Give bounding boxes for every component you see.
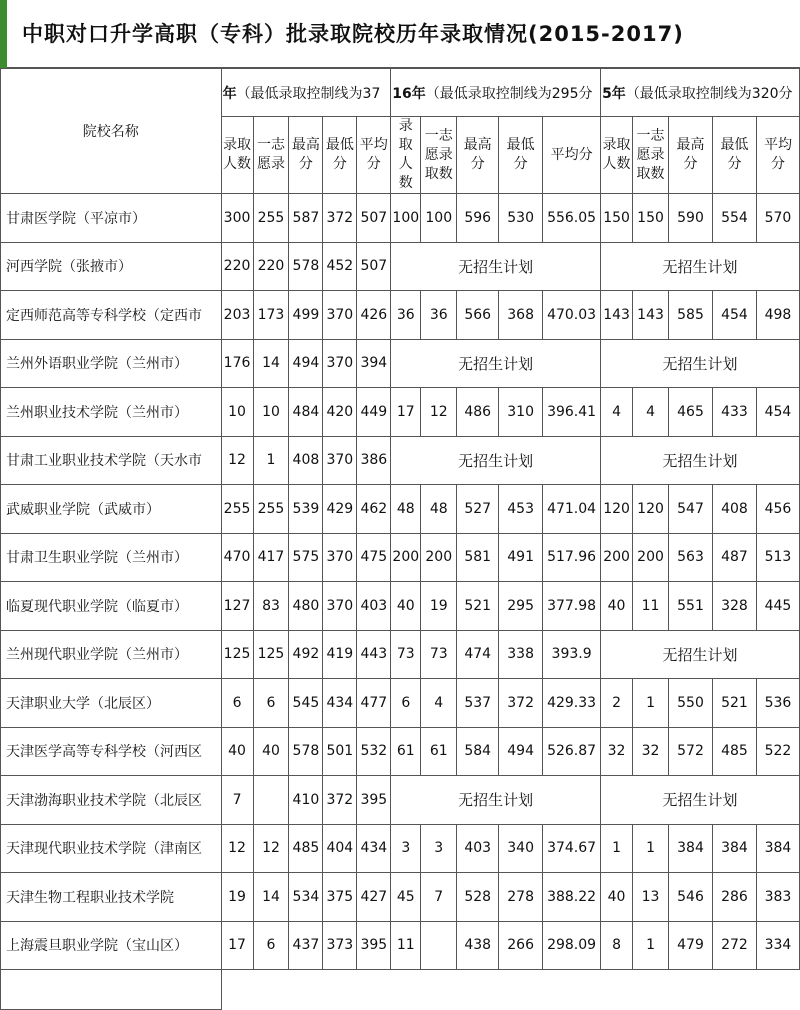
value-cell-y2015-4: 395 <box>357 921 391 970</box>
value-cell-y2016-1 <box>421 921 457 970</box>
value-cell-y2017-4: 383 <box>756 873 799 922</box>
value-cell-y2016-3: 295 <box>499 582 543 631</box>
value-cell-y2016-4: 374.67 <box>543 824 601 873</box>
value-cell-y2015-3: 370 <box>323 291 357 340</box>
value-cell-y2015-0: 220 <box>221 242 253 291</box>
value-cell-y2017-3: 521 <box>712 679 756 728</box>
value-cell-y2016-0: 36 <box>391 291 421 340</box>
value-cell-y2016-4: 388.22 <box>543 873 601 922</box>
value-cell-y2017-2: 546 <box>669 873 713 922</box>
school-name: 天津生物工程职业技术学院 <box>1 873 222 922</box>
value-cell-y2015-2: 499 <box>289 291 323 340</box>
value-cell-y2015-3: 372 <box>323 194 357 243</box>
value-cell-y2016-4: 298.09 <box>543 921 601 970</box>
value-cell-y2017-4: 570 <box>756 194 799 243</box>
value-cell-y2015-0: 255 <box>221 485 253 534</box>
value-cell-y2016-2: 474 <box>457 630 499 679</box>
value-cell-y2016-1: 19 <box>421 582 457 631</box>
value-cell-y2016-4: 556.05 <box>543 194 601 243</box>
metric-header-y2016-0: 录取人数 <box>391 117 421 194</box>
no-plan-cell: 无招生计划 <box>601 242 800 291</box>
value-cell-y2017-0: 200 <box>601 533 633 582</box>
value-cell-y2015-2: 485 <box>289 824 323 873</box>
table-row <box>1 242 800 291</box>
value-cell-y2015-1: 14 <box>253 873 289 922</box>
school-column-header: 院校名称 <box>1 69 222 194</box>
value-cell-y2016-1: 7 <box>421 873 457 922</box>
value-cell-y2015-2: 492 <box>289 630 323 679</box>
value-cell-y2017-3: 384 <box>712 824 756 873</box>
value-cell-y2016-2: 537 <box>457 679 499 728</box>
value-cell-y2015-4: 443 <box>357 630 391 679</box>
value-cell-y2017-3: 554 <box>712 194 756 243</box>
value-cell-y2016-4: 393.9 <box>543 630 601 679</box>
table-row <box>1 679 800 728</box>
value-cell-y2015-1: 173 <box>253 291 289 340</box>
value-cell-y2015-3: 429 <box>323 485 357 534</box>
value-cell-y2016-0: 45 <box>391 873 421 922</box>
table-row <box>1 485 800 534</box>
value-cell-y2015-4: 532 <box>357 727 391 776</box>
school-name: 甘肃工业职业技术学院（天水市 <box>1 436 222 485</box>
value-cell-y2015-0: 470 <box>221 533 253 582</box>
school-name: 定西师范高等专科学校（定西市 <box>1 291 222 340</box>
value-cell-y2017-2: 479 <box>669 921 713 970</box>
value-cell-y2017-2: 585 <box>669 291 713 340</box>
value-cell-y2015-4: 449 <box>357 388 391 437</box>
value-cell-y2015-2: 437 <box>289 921 323 970</box>
value-cell-y2015-1: 14 <box>253 339 289 388</box>
value-cell-y2015-4: 462 <box>357 485 391 534</box>
school-name: 天津职业大学（北辰区） <box>1 679 222 728</box>
value-cell-y2016-4: 471.04 <box>543 485 601 534</box>
value-cell-y2016-4: 396.41 <box>543 388 601 437</box>
value-cell-y2015-3: 452 <box>323 242 357 291</box>
value-cell-y2016-1: 4 <box>421 679 457 728</box>
value-cell-y2017-2: 563 <box>669 533 713 582</box>
value-cell-y2017-1: 1 <box>633 679 669 728</box>
value-cell-y2017-1: 4 <box>633 388 669 437</box>
value-cell-y2016-1: 3 <box>421 824 457 873</box>
no-plan-cell: 无招生计划 <box>391 339 601 388</box>
school-name: 兰州职业技术学院（兰州市） <box>1 388 222 437</box>
value-cell-y2015-3: 419 <box>323 630 357 679</box>
year-2015-header: 年（最低录取控制线为37 <box>221 69 391 117</box>
table-row <box>1 921 800 970</box>
value-cell-y2016-2: 528 <box>457 873 499 922</box>
value-cell-y2017-4: 384 <box>756 824 799 873</box>
value-cell-y2017-1: 1 <box>633 921 669 970</box>
metric-header-y2015-2: 最高分 <box>289 117 323 194</box>
value-cell-y2015-4: 395 <box>357 776 391 825</box>
value-cell-y2016-2: 521 <box>457 582 499 631</box>
empty-row <box>1 970 800 1010</box>
value-cell-y2017-4: 498 <box>756 291 799 340</box>
value-cell-y2016-1: 48 <box>421 485 457 534</box>
value-cell-y2015-0: 19 <box>221 873 253 922</box>
value-cell-y2015-1: 12 <box>253 824 289 873</box>
value-cell-y2016-4: 526.87 <box>543 727 601 776</box>
metric-header-y2015-4: 平均分 <box>357 117 391 194</box>
value-cell-y2016-1: 73 <box>421 630 457 679</box>
value-cell-y2015-3: 370 <box>323 436 357 485</box>
value-cell-y2017-0: 40 <box>601 873 633 922</box>
value-cell-y2015-2: 408 <box>289 436 323 485</box>
value-cell-y2017-4: 522 <box>756 727 799 776</box>
value-cell-y2017-3: 408 <box>712 485 756 534</box>
value-cell-y2016-3: 372 <box>499 679 543 728</box>
value-cell-y2015-3: 404 <box>323 824 357 873</box>
value-cell-y2017-3: 328 <box>712 582 756 631</box>
value-cell-y2016-1: 36 <box>421 291 457 340</box>
value-cell-y2015-1: 6 <box>253 921 289 970</box>
value-cell-y2015-2: 539 <box>289 485 323 534</box>
value-cell-y2015-3: 373 <box>323 921 357 970</box>
value-cell-y2015-0: 125 <box>221 630 253 679</box>
value-cell-y2016-2: 527 <box>457 485 499 534</box>
value-cell-y2015-1: 1 <box>253 436 289 485</box>
table-row <box>1 339 800 388</box>
table-row <box>1 824 800 873</box>
value-cell-y2015-2: 480 <box>289 582 323 631</box>
value-cell-y2017-4: 334 <box>756 921 799 970</box>
metric-header-y2016-1: 一志愿录取数 <box>421 117 457 194</box>
value-cell-y2015-4: 426 <box>357 291 391 340</box>
value-cell-y2015-0: 10 <box>221 388 253 437</box>
value-cell-y2015-1: 220 <box>253 242 289 291</box>
value-cell-y2016-0: 73 <box>391 630 421 679</box>
value-cell-y2017-3: 433 <box>712 388 756 437</box>
value-cell-y2016-3: 491 <box>499 533 543 582</box>
school-name: 甘肃卫生职业学院（兰州市） <box>1 533 222 582</box>
value-cell-y2016-3: 453 <box>499 485 543 534</box>
value-cell-y2015-4: 427 <box>357 873 391 922</box>
value-cell-y2015-4: 386 <box>357 436 391 485</box>
metric-header-y2017-0: 录取人数 <box>601 117 633 194</box>
value-cell-y2015-2: 534 <box>289 873 323 922</box>
value-cell-y2016-0: 3 <box>391 824 421 873</box>
value-cell-y2015-2: 494 <box>289 339 323 388</box>
value-cell-y2015-0: 6 <box>221 679 253 728</box>
value-cell-y2016-2: 596 <box>457 194 499 243</box>
header-row-years <box>1 69 800 117</box>
school-name: 武威职业学院（武威市） <box>1 485 222 534</box>
value-cell-y2015-1: 255 <box>253 194 289 243</box>
table-row <box>1 388 800 437</box>
table-row <box>1 630 800 679</box>
value-cell-y2017-0: 8 <box>601 921 633 970</box>
value-cell-y2017-2: 551 <box>669 582 713 631</box>
value-cell-y2015-2: 575 <box>289 533 323 582</box>
value-cell-y2016-2: 486 <box>457 388 499 437</box>
value-cell-y2016-1: 100 <box>421 194 457 243</box>
year-2016-header: 16年（最低录取控制线为295分 <box>391 69 601 117</box>
value-cell-y2016-1: 12 <box>421 388 457 437</box>
school-name: 天津渤海职业技术学院（北辰区 <box>1 776 222 825</box>
value-cell-y2017-1: 150 <box>633 194 669 243</box>
value-cell-y2017-4: 445 <box>756 582 799 631</box>
value-cell-y2015-1: 6 <box>253 679 289 728</box>
value-cell-y2015-4: 507 <box>357 242 391 291</box>
value-cell-y2015-3: 375 <box>323 873 357 922</box>
value-cell-y2016-2: 566 <box>457 291 499 340</box>
value-cell-y2017-1: 11 <box>633 582 669 631</box>
table-row <box>1 436 800 485</box>
value-cell-y2015-2: 484 <box>289 388 323 437</box>
value-cell-y2017-0: 2 <box>601 679 633 728</box>
value-cell-y2017-1: 13 <box>633 873 669 922</box>
school-name: 上海震旦职业学院（宝山区） <box>1 921 222 970</box>
value-cell-y2017-3: 272 <box>712 921 756 970</box>
value-cell-y2016-3: 494 <box>499 727 543 776</box>
value-cell-y2015-3: 370 <box>323 339 357 388</box>
value-cell-y2015-0: 17 <box>221 921 253 970</box>
value-cell-y2016-3: 278 <box>499 873 543 922</box>
value-cell-y2015-0: 127 <box>221 582 253 631</box>
metric-header-y2017-3: 最低分 <box>712 117 756 194</box>
metric-header-y2017-4: 平均分 <box>756 117 799 194</box>
value-cell-y2017-1: 32 <box>633 727 669 776</box>
value-cell-y2017-3: 485 <box>712 727 756 776</box>
value-cell-y2017-1: 120 <box>633 485 669 534</box>
empty-cell <box>221 970 799 1010</box>
value-cell-y2016-0: 17 <box>391 388 421 437</box>
value-cell-y2016-4: 377.98 <box>543 582 601 631</box>
value-cell-y2015-1: 83 <box>253 582 289 631</box>
value-cell-y2017-4: 513 <box>756 533 799 582</box>
no-plan-cell: 无招生计划 <box>601 339 800 388</box>
value-cell-y2017-4: 536 <box>756 679 799 728</box>
school-name: 兰州外语职业学院（兰州市） <box>1 339 222 388</box>
value-cell-y2015-1: 417 <box>253 533 289 582</box>
value-cell-y2015-4: 475 <box>357 533 391 582</box>
value-cell-y2015-1 <box>253 776 289 825</box>
value-cell-y2016-4: 429.33 <box>543 679 601 728</box>
table-row <box>1 776 800 825</box>
value-cell-y2015-2: 410 <box>289 776 323 825</box>
metric-header-y2016-2: 最高分 <box>457 117 499 194</box>
value-cell-y2016-0: 200 <box>391 533 421 582</box>
school-name: 天津医学高等专科学校（河西区 <box>1 727 222 776</box>
value-cell-y2016-3: 338 <box>499 630 543 679</box>
title-accent-bar <box>0 0 7 68</box>
no-plan-cell: 无招生计划 <box>391 436 601 485</box>
value-cell-y2016-3: 340 <box>499 824 543 873</box>
value-cell-y2017-0: 40 <box>601 582 633 631</box>
value-cell-y2016-2: 581 <box>457 533 499 582</box>
value-cell-y2017-1: 200 <box>633 533 669 582</box>
value-cell-y2016-0: 48 <box>391 485 421 534</box>
value-cell-y2016-3: 310 <box>499 388 543 437</box>
value-cell-y2016-2: 403 <box>457 824 499 873</box>
school-name: 甘肃医学院（平凉市） <box>1 194 222 243</box>
value-cell-y2015-2: 545 <box>289 679 323 728</box>
value-cell-y2016-2: 584 <box>457 727 499 776</box>
value-cell-y2015-3: 420 <box>323 388 357 437</box>
value-cell-y2015-3: 372 <box>323 776 357 825</box>
value-cell-y2017-1: 1 <box>633 824 669 873</box>
value-cell-y2017-2: 547 <box>669 485 713 534</box>
value-cell-y2015-4: 403 <box>357 582 391 631</box>
table-row <box>1 873 800 922</box>
value-cell-y2017-0: 32 <box>601 727 633 776</box>
admission-table <box>0 68 800 1010</box>
table-row <box>1 582 800 631</box>
value-cell-y2017-2: 550 <box>669 679 713 728</box>
value-cell-y2015-4: 507 <box>357 194 391 243</box>
empty-cell <box>1 970 222 1010</box>
value-cell-y2016-3: 530 <box>499 194 543 243</box>
value-cell-y2015-0: 12 <box>221 824 253 873</box>
table-row <box>1 727 800 776</box>
metric-header-y2016-3: 最低分 <box>499 117 543 194</box>
value-cell-y2016-0: 40 <box>391 582 421 631</box>
no-plan-cell: 无招生计划 <box>391 242 601 291</box>
value-cell-y2017-2: 384 <box>669 824 713 873</box>
value-cell-y2016-0: 6 <box>391 679 421 728</box>
value-cell-y2015-0: 40 <box>221 727 253 776</box>
value-cell-y2015-2: 587 <box>289 194 323 243</box>
value-cell-y2017-2: 590 <box>669 194 713 243</box>
value-cell-y2017-3: 454 <box>712 291 756 340</box>
value-cell-y2016-4: 470.03 <box>543 291 601 340</box>
no-plan-cell: 无招生计划 <box>601 436 800 485</box>
value-cell-y2016-2: 438 <box>457 921 499 970</box>
value-cell-y2016-1: 200 <box>421 533 457 582</box>
value-cell-y2015-1: 40 <box>253 727 289 776</box>
school-name: 兰州现代职业学院（兰州市） <box>1 630 222 679</box>
value-cell-y2017-2: 465 <box>669 388 713 437</box>
table-row <box>1 533 800 582</box>
value-cell-y2015-2: 578 <box>289 727 323 776</box>
value-cell-y2015-1: 10 <box>253 388 289 437</box>
value-cell-y2015-0: 203 <box>221 291 253 340</box>
value-cell-y2017-2: 572 <box>669 727 713 776</box>
metric-header-y2017-2: 最高分 <box>669 117 713 194</box>
value-cell-y2017-4: 454 <box>756 388 799 437</box>
value-cell-y2015-2: 578 <box>289 242 323 291</box>
metric-header-y2015-0: 录取人数 <box>221 117 253 194</box>
metric-header-y2015-3: 最低分 <box>323 117 357 194</box>
value-cell-y2015-1: 125 <box>253 630 289 679</box>
value-cell-y2015-4: 434 <box>357 824 391 873</box>
value-cell-y2017-3: 487 <box>712 533 756 582</box>
year-2017-header: 5年（最低录取控制线为320分 <box>601 69 800 117</box>
value-cell-y2015-4: 394 <box>357 339 391 388</box>
metric-header-y2015-1: 一志愿录 <box>253 117 289 194</box>
table-body <box>1 194 800 1010</box>
value-cell-y2017-0: 120 <box>601 485 633 534</box>
value-cell-y2015-4: 477 <box>357 679 391 728</box>
value-cell-y2015-3: 370 <box>323 533 357 582</box>
table-row <box>1 291 800 340</box>
school-name: 天津现代职业技术学院（津南区 <box>1 824 222 873</box>
no-plan-cell: 无招生计划 <box>601 776 800 825</box>
school-name: 临夏现代职业学院（临夏市） <box>1 582 222 631</box>
value-cell-y2017-0: 1 <box>601 824 633 873</box>
value-cell-y2016-0: 11 <box>391 921 421 970</box>
page-title: 中职对口升学高职（专科）批录取院校历年录取情况(2015-2017) <box>22 22 684 46</box>
metric-header-y2016-4: 平均分 <box>543 117 601 194</box>
value-cell-y2016-3: 266 <box>499 921 543 970</box>
value-cell-y2016-1: 61 <box>421 727 457 776</box>
value-cell-y2016-3: 368 <box>499 291 543 340</box>
value-cell-y2015-0: 12 <box>221 436 253 485</box>
value-cell-y2017-0: 150 <box>601 194 633 243</box>
value-cell-y2017-4: 456 <box>756 485 799 534</box>
metric-header-y2017-1: 一志愿录取数 <box>633 117 669 194</box>
school-name: 河西学院（张掖市） <box>1 242 222 291</box>
value-cell-y2017-0: 4 <box>601 388 633 437</box>
value-cell-y2017-3: 286 <box>712 873 756 922</box>
value-cell-y2015-3: 370 <box>323 582 357 631</box>
value-cell-y2015-0: 176 <box>221 339 253 388</box>
value-cell-y2016-0: 100 <box>391 194 421 243</box>
value-cell-y2015-3: 501 <box>323 727 357 776</box>
value-cell-y2017-0: 143 <box>601 291 633 340</box>
title-bar <box>0 0 800 68</box>
no-plan-cell: 无招生计划 <box>601 630 800 679</box>
table-row <box>1 194 800 243</box>
value-cell-y2016-0: 61 <box>391 727 421 776</box>
value-cell-y2015-0: 7 <box>221 776 253 825</box>
no-plan-cell: 无招生计划 <box>391 776 601 825</box>
value-cell-y2015-1: 255 <box>253 485 289 534</box>
value-cell-y2016-4: 517.96 <box>543 533 601 582</box>
value-cell-y2015-3: 434 <box>323 679 357 728</box>
value-cell-y2015-0: 300 <box>221 194 253 243</box>
value-cell-y2017-1: 143 <box>633 291 669 340</box>
